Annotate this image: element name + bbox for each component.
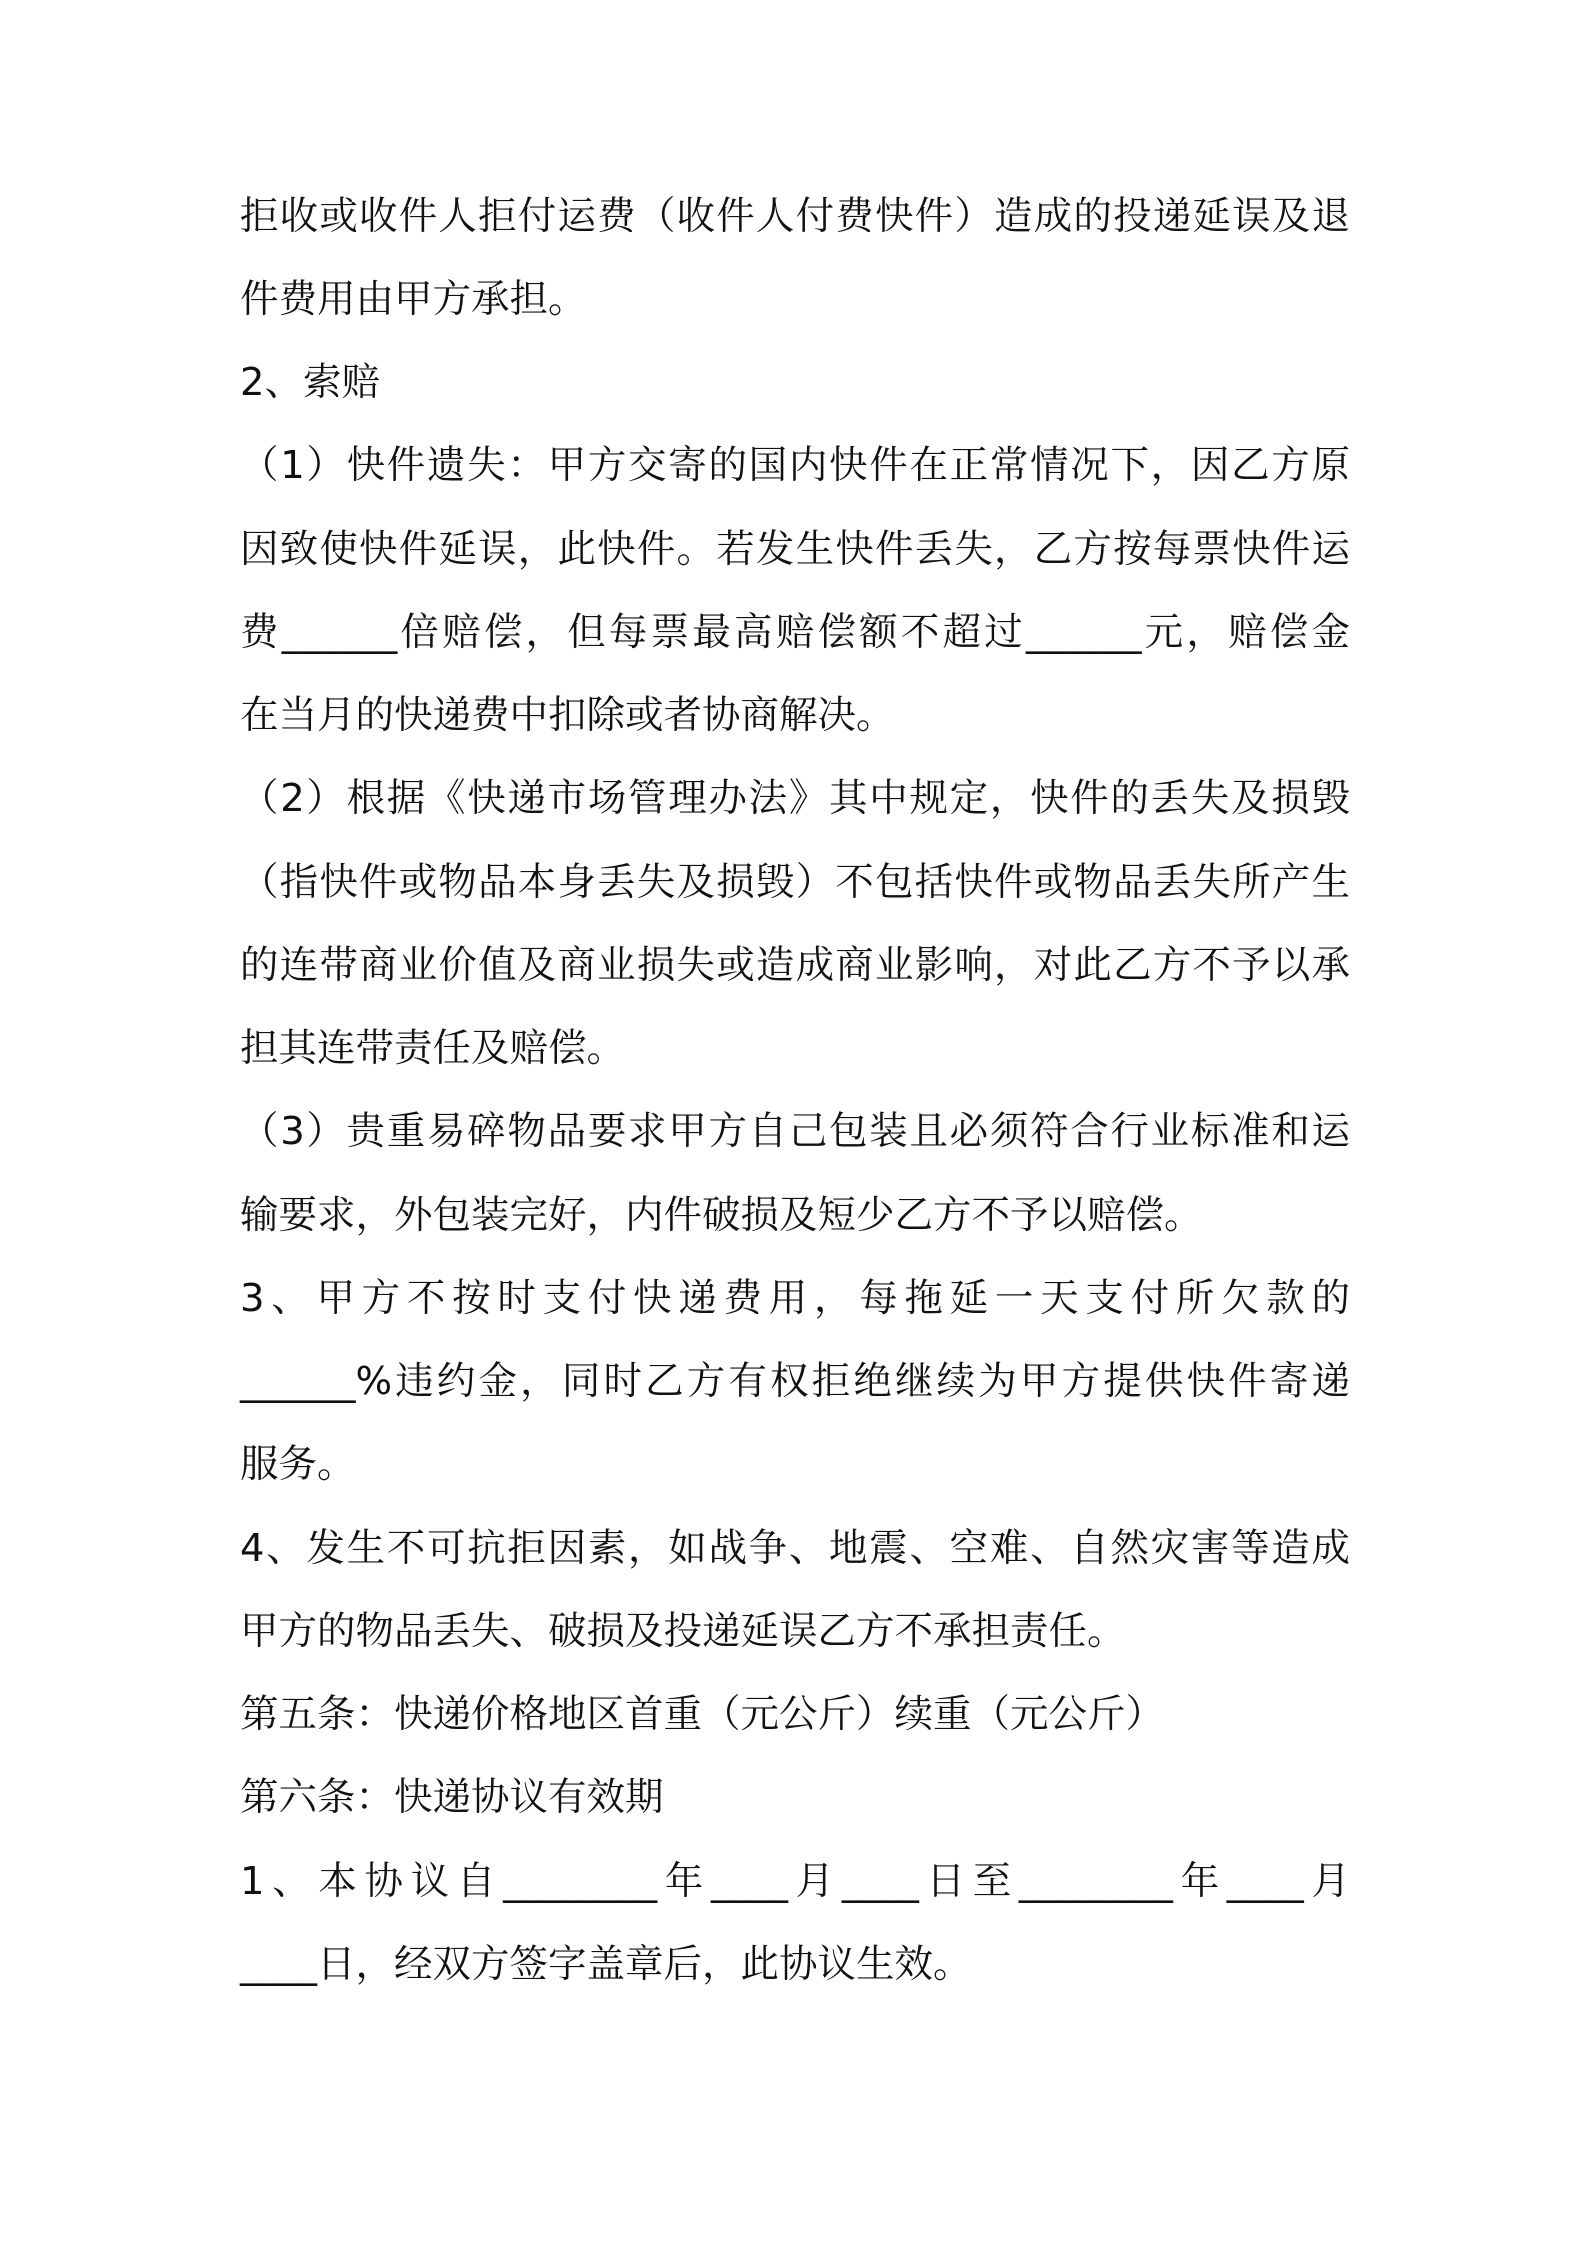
text-line: （1）快件遗失：甲方交寄的国内快件在正常情况下，因乙方原	[240, 443, 1350, 488]
text-line: （指快件或物品本身丢失及损毁）不包括快件或物品丢失所产生	[240, 860, 1350, 905]
text-line: （3）贵重易碎物品要求甲方自己包装且必须符合行业标准和运	[240, 1109, 1350, 1154]
text-line: 2、索赔	[240, 360, 380, 405]
text-line: 在当月的快递费中扣除或者协商解决。	[240, 693, 895, 738]
text-line: 因致使快件延误，此快件。若发生快件丢失，乙方按每票快件运	[240, 527, 1350, 572]
text-line: ____日，经双方签字盖章后，此协议生效。	[240, 1942, 972, 1987]
text-line: 输要求，外包装完好，内件破损及短少乙方不予以赔偿。	[240, 1193, 1203, 1238]
text-line: 担其连带责任及赔偿。	[240, 1026, 626, 1071]
text-line: （2）根据《快递市场管理办法》其中规定，快件的丢失及损毁	[240, 776, 1350, 821]
text-line: 的连带商业价值及商业损失或造成商业影响，对此乙方不予以承	[240, 943, 1350, 988]
text-line: 甲方的物品丢失、破损及投递延误乙方不承担责任。	[240, 1609, 1126, 1654]
text-line: 第五条：快递价格地区首重（元公斤）续重（元公斤）	[240, 1692, 1165, 1737]
text-line: 拒收或收件人拒付运费（收件人付费快件）造成的投递延误及退	[240, 194, 1350, 239]
text-line: ______%违约金，同时乙方有权拒绝继续为甲方提供快件寄递	[240, 1359, 1350, 1404]
text-line: 第六条：快递协议有效期	[240, 1775, 664, 1820]
text-line: 1、本协议自________年____月____日至________年____月	[240, 1859, 1350, 1904]
text-line: 费______倍赔偿，但每票最高赔偿额不超过______元，赔偿金	[240, 610, 1350, 655]
text-line: 4、发生不可抗拒因素，如战争、地震、空难、自然灾害等造成	[240, 1526, 1350, 1571]
text-line: 服务。	[240, 1442, 356, 1487]
text-line: 3、甲方不按时支付快递费用，每拖延一天支付所欠款的	[240, 1276, 1350, 1321]
text-line: 件费用由甲方承担。	[240, 277, 587, 322]
